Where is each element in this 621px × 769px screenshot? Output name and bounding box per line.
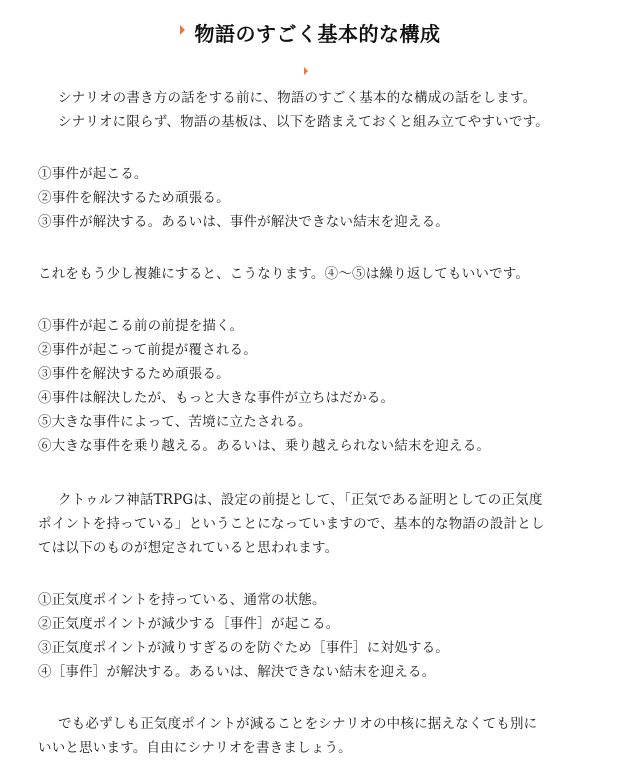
intro-line: シナリオに限らず、物語の基板は、以下を踏まえておくと組み立てやすいです。 xyxy=(58,114,549,130)
list-item: ②事件が起こって前提が覆される。 xyxy=(38,342,257,358)
spacer xyxy=(38,458,588,488)
list-item: ④［事件］が解決する。あるいは、解決できない結末を迎える。 xyxy=(38,664,436,680)
list-item: ②事件を解決するため頑張る。 xyxy=(38,190,230,206)
list-item: ②正気度ポイントが減少する［事件］が起こる。 xyxy=(38,616,340,632)
page-title: 物語のすごく基本的な構成 xyxy=(194,22,441,46)
paragraph-line: いいと思います。自由にシナリオを書きましょう。 xyxy=(38,740,352,756)
list-item: ⑤大きな事件によって、苦境に立たされる。 xyxy=(38,414,312,430)
spacer xyxy=(38,134,588,162)
list-item: ③事件が解決する。あるいは、事件が解決できない結末を迎える。 xyxy=(38,214,449,230)
spacer xyxy=(38,684,588,712)
section-marker-icon xyxy=(304,67,308,75)
list-item: ①正気度ポイントを持っている、通常の状態。 xyxy=(38,592,326,608)
paragraph-line: でも必ずしも正気度ポイントが減ることをシナリオの中核に据えなくても別に xyxy=(58,716,538,732)
spacer xyxy=(38,286,588,314)
list-item: ③事件を解決するため頑張る。 xyxy=(38,366,230,382)
document-body xyxy=(38,86,588,760)
list-item: ③正気度ポイントが減りすぎるのを防ぐため［事件］に対処する。 xyxy=(38,640,449,656)
paragraph-line: ポイントを持っている」ということになっていますので、基本的な物語の設計とし xyxy=(38,516,545,532)
list-item: ①事件が起こる前の前提を描く。 xyxy=(38,318,244,334)
list-item: ①事件が起こる。 xyxy=(38,166,148,182)
list-item: ④事件は解決したが、もっと大きな事件が立ちはだかる。 xyxy=(38,390,395,406)
spacer xyxy=(38,234,588,262)
title-marker-icon xyxy=(180,25,185,35)
intro-line: シナリオの書き方の話をする前に、物語のすごく基本的な構成の話をします。 xyxy=(58,90,537,106)
spacer xyxy=(38,560,588,588)
note-line: これをもう少し複雑にすると、こうなります。④〜⑤は繰り返してもいいです。 xyxy=(38,266,530,282)
paragraph-line: ては以下のものが想定されていると思われます。 xyxy=(38,540,339,556)
paragraph-line: クトゥルフ神話TRPGは、設定の前提として、「正気である証明としての正気度 xyxy=(58,492,543,508)
title-row xyxy=(0,18,621,48)
list-item: ⑥大きな事件を乗り越える。あるいは、乗り越えられない結末を迎える。 xyxy=(38,438,491,454)
